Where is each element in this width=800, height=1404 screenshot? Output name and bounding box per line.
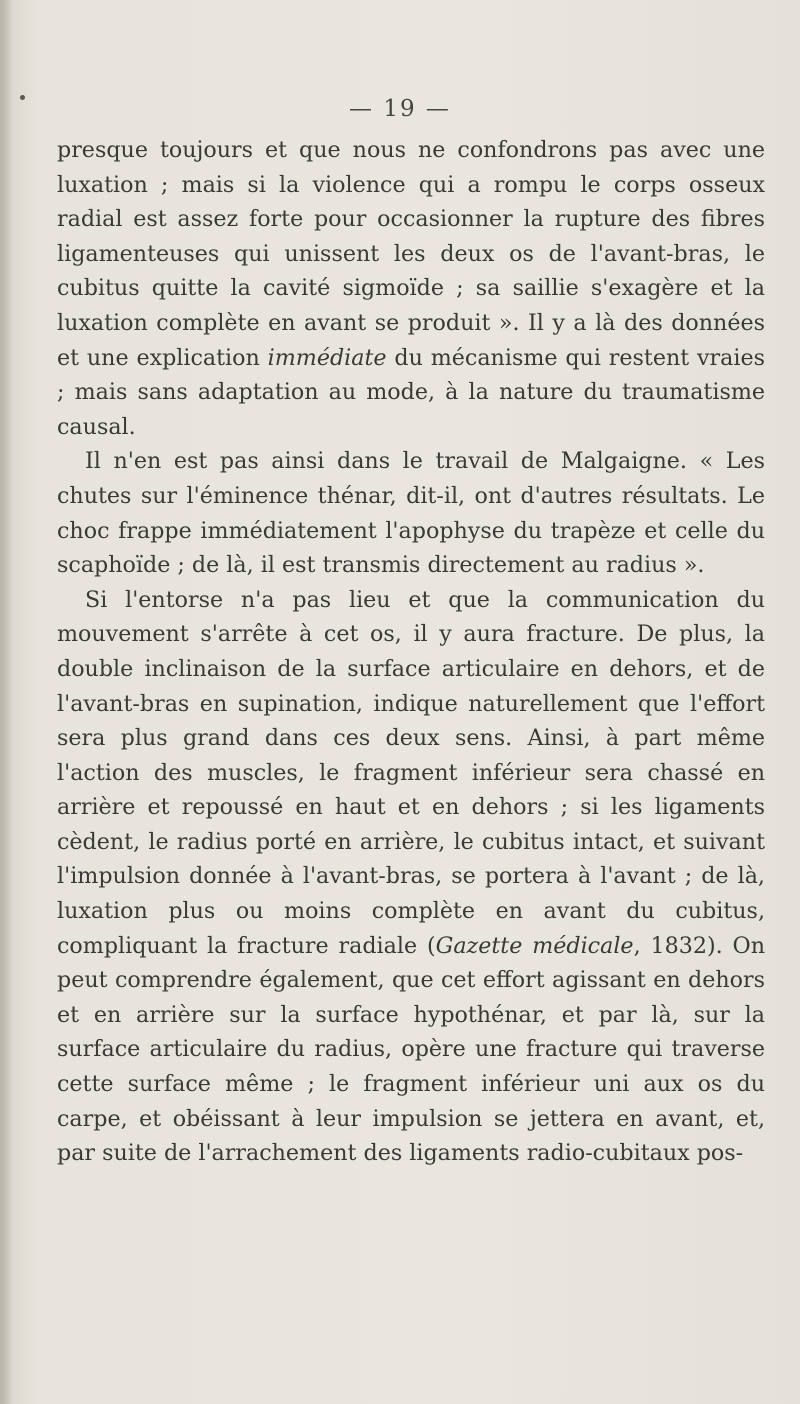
spine-shadow [0, 0, 12, 1404]
paragraph-1 [57, 133, 765, 444]
text-segment: , 1832). On peut comprendre également, que cet effort agissant en dehors et en arrière sur la surface hypothénar, et par là, sur la surface articulaire du radius, opère une fracture qui traverse cette surface même ; le fragment inférieur uni aux os du carpe, et obéissant à leur impulsion se jettera en avant, et, par suite de l'arrachement des ligaments radio-cubitaux pos- [57, 932, 766, 1167]
paragraph-3 [57, 583, 765, 1171]
citation-title: Gazette médicale [435, 932, 634, 959]
emphasis-immediate: immédiate [267, 344, 387, 371]
text-segment: Il n'en est pas ainsi dans le travail de Malgaigne. « Les chutes sur l'éminence thénar, dit-il, ont d'autres résultats. Le choc frappe immédiatement l'apophyse du trapèze et celle du scaphoïde ; de là, il est transmis directement au radius ». [57, 448, 765, 579]
text-segment: du mécanisme qui restent vraies ; mais sans adaptation au mode, à la nature du traumatisme causal. [57, 344, 765, 440]
text-segment: presque toujours et que nous ne confondrons pas avec une luxation ; mais si la violence qui a rompu le corps osseux radial est assez forte pour occasionner la rupture des fibres ligamenteuses qui unissent les deux os de l'avant-bras, le cubitus quitte la cavité sigmoïde ; sa saillie s'exagère et la luxation complète en avant se produit ». Il y a là des données et une explication [57, 137, 765, 371]
body-text [57, 133, 765, 1171]
text-segment: Si l'entorse n'a pas lieu et que la communication du mouvement s'arrête à cet os, il y aura fracture. De plus, la double inclinaison de la surface articulaire en dehors, et de l'avant-bras en supination, indique naturellement que l'effort sera plus grand dans ces deux sens. Ainsi, à part même l'action des muscles, le fragment inférieur sera chassé en arrière et repoussé en haut et en dehors ; si les ligaments cèdent, le radius porté en arrière, le cubitus intact, et suivant l'impulsion donnée à l'avant-bras, se portera à l'avant ; de là, luxation plus ou moins complète en avant du cubitus, compliquant la fracture radiale ( [57, 586, 765, 959]
page-number: — 19 — [349, 96, 451, 122]
paragraph-2 [57, 444, 765, 582]
